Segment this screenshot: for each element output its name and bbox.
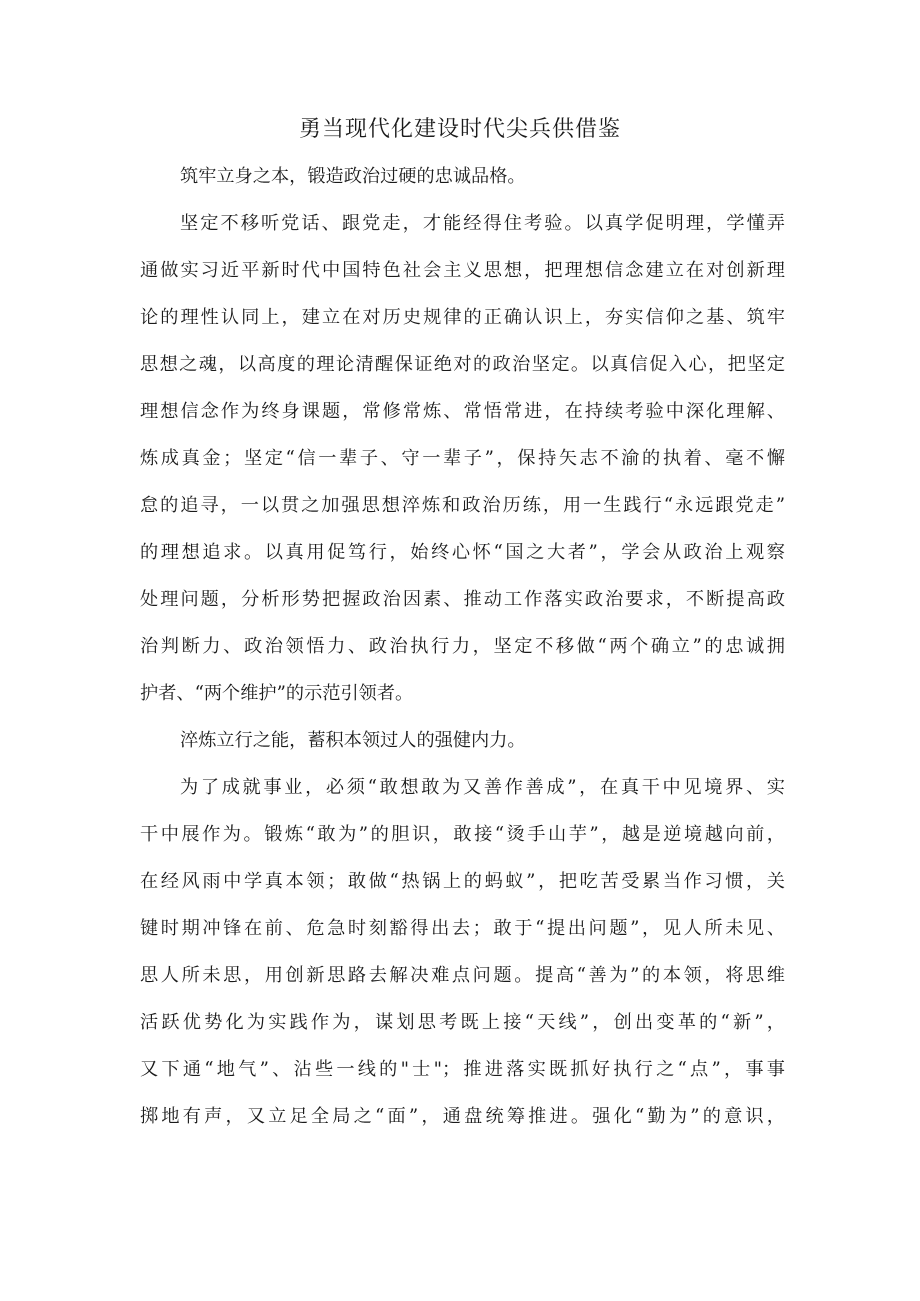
paragraph-line: 理想信念作为终身课题，常修常炼、常悟常进，在持续考验中深化理解、: [140, 401, 785, 422]
paragraph-line: 又下通“地气”、沾些一线的"士"；推进落实既抓好执行之“点”，事事: [140, 1059, 785, 1080]
paragraph-line: 键时期冲锋在前、危急时刻豁得出去；敢于“提出问题”，见人所未见、: [140, 918, 785, 939]
paragraph-line: 干中展作为。锻炼“敢为”的胆识，敢接“烫手山芋”，越是逆境越向前，: [140, 824, 785, 845]
paragraph-line: 炼成真金；坚定“信一辈子、守一辈子”，保持矢志不渝的执着、毫不懈: [140, 448, 785, 469]
paragraph-line: 怠的追寻，一以贯之加强思想淬炼和政治历练，用一生践行“永远跟党走”: [140, 495, 785, 516]
paragraph-line: 论的理性认同上，建立在对历史规律的正确认识上，夯实信仰之基、筑牢: [140, 307, 785, 328]
paragraph-line: 通做实习近平新时代中国特色社会主义思想，把理想信念建立在对创新理: [140, 260, 785, 281]
paragraph-line: 治判断力、政治领悟力、政治执行力，坚定不移做“两个确立”的忠诚拥: [140, 636, 785, 657]
heading-line-2: 淬炼立行之能，蓄积本领过人的强健内力。: [180, 730, 526, 751]
heading-line-1: 筑牢立身之本，锻造政治过硬的忠诚品格。: [180, 166, 526, 187]
paragraph-line: 在经风雨中学真本领；敢做“热锅上的蚂蚁”，把吃苦受累当作习惯，关: [140, 871, 785, 892]
document-title: 勇当现代化建设时代尖兵供借鉴: [298, 117, 621, 142]
paragraph-line: 为了成就事业，必须“敢想敢为又善作善成”，在真干中见境界、实: [180, 777, 785, 798]
paragraph-line: 坚定不移听党话、跟党走，才能经得住考验。以真学促明理，学懂弄: [180, 213, 785, 234]
paragraph-line: 护者、“两个维护”的示范引领者。: [140, 683, 414, 704]
paragraph-line: 掷地有声，又立足全局之“面”，通盘统筹推进。强化“勤为”的意识，: [140, 1106, 785, 1127]
paragraph-line: 思人所未思，用创新思路去解决难点问题。提高“善为”的本领，将思维: [140, 965, 785, 986]
paragraph-line: 处理问题，分析形势把握政治因素、推动工作落实政治要求，不断提高政: [140, 589, 785, 610]
paragraph-line: 活跃优势化为实践作为，谋划思考既上接“天线”，创出变革的“新”，: [140, 1012, 785, 1033]
paragraph-line: 的理想追求。以真用促笃行，始终心怀“国之大者”，学会从政治上观察: [140, 542, 785, 563]
paragraph-line: 思想之魂，以高度的理论清醒保证绝对的政治坚定。以真信促入心，把坚定: [140, 354, 785, 375]
